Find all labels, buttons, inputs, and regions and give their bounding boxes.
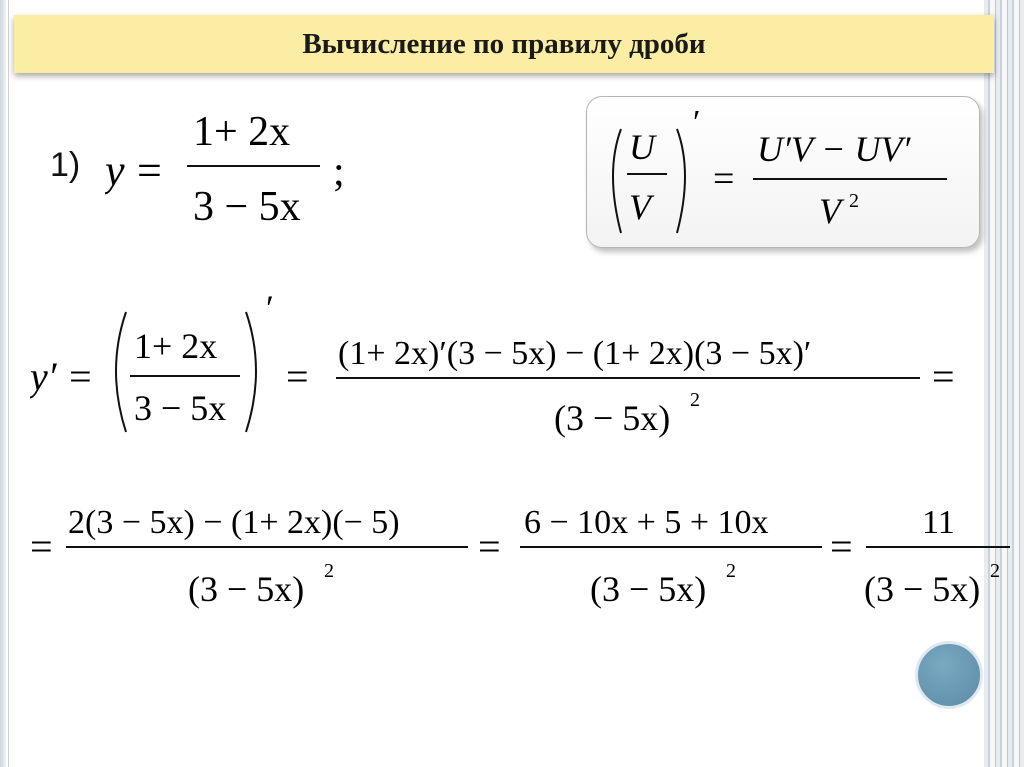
step1-left-paren bbox=[116, 312, 126, 432]
rule-box bbox=[586, 96, 980, 248]
step1-formula bbox=[30, 290, 990, 450]
step1-right-paren bbox=[246, 312, 256, 432]
step1-den-base: (3 − 5x) bbox=[554, 398, 671, 438]
rule-eq: = bbox=[713, 158, 735, 200]
step1-den-exp: 2 bbox=[690, 389, 700, 411]
step2-eq2: = bbox=[830, 524, 853, 569]
decorative-circle bbox=[915, 641, 983, 709]
problem-denominator: 3 − 5x bbox=[193, 184, 301, 230]
rule-num: U bbox=[629, 127, 655, 167]
rule-den: V bbox=[629, 187, 651, 227]
step2-frac2-den-base: (3 − 5x) bbox=[590, 569, 707, 609]
step2-frac1-den-exp: 2 bbox=[324, 560, 334, 582]
problem-numerator: 1+ 2x bbox=[193, 109, 291, 155]
left-frame-line bbox=[8, 0, 9, 767]
rule-left-paren bbox=[613, 129, 621, 233]
right-frame-border bbox=[984, 0, 1024, 767]
problem-number: 1) bbox=[50, 146, 81, 184]
title-bar bbox=[14, 15, 994, 73]
step2-frac3-den-base: (3 − 5x) bbox=[864, 569, 981, 609]
step1-paren-den: 3 − 5x bbox=[134, 388, 227, 428]
step1-lhs: y′ = bbox=[30, 354, 94, 399]
problem-semicolon: ; bbox=[333, 149, 345, 195]
rule-prime: ′ bbox=[693, 104, 701, 141]
step2-frac1-num: 2(3 − 5x) − (1+ 2x)(− 5) bbox=[68, 504, 400, 541]
step2-leading-eq: = bbox=[30, 524, 53, 569]
rule-rhs-den-exp: 2 bbox=[849, 190, 859, 212]
left-frame-border bbox=[0, 0, 6, 767]
slide-title: Вычисление по правилу дроби bbox=[302, 27, 706, 60]
problem-eq: = bbox=[137, 146, 162, 195]
rule-rhs-numerator: U′V − UV′ bbox=[757, 129, 911, 169]
step2-eq1: = bbox=[478, 524, 501, 569]
step2-formula bbox=[30, 485, 1010, 625]
rule-right-paren bbox=[677, 129, 685, 233]
step2-frac2-den-exp: 2 bbox=[726, 560, 736, 582]
step1-prime: ′ bbox=[266, 290, 274, 328]
problem-formula bbox=[105, 100, 365, 235]
problem-lhs: y bbox=[105, 146, 125, 195]
rule-formula bbox=[587, 97, 979, 247]
step2-frac1-den-base: (3 − 5x) bbox=[188, 569, 305, 609]
step1-trailing-eq: = bbox=[932, 354, 955, 399]
step2-frac3-den-exp: 2 bbox=[990, 560, 1000, 582]
step2-frac2-num: 6 − 10x + 5 + 10x bbox=[524, 504, 769, 541]
step1-numerator: (1+ 2x)′(3 − 5x) − (1+ 2x)(3 − 5x)′ bbox=[338, 335, 812, 372]
rule-rhs-den-base: V bbox=[819, 191, 841, 231]
step2-frac3-num: 11 bbox=[922, 504, 955, 541]
step1-eq: = bbox=[286, 354, 309, 399]
step1-paren-num: 1+ 2x bbox=[134, 326, 218, 366]
